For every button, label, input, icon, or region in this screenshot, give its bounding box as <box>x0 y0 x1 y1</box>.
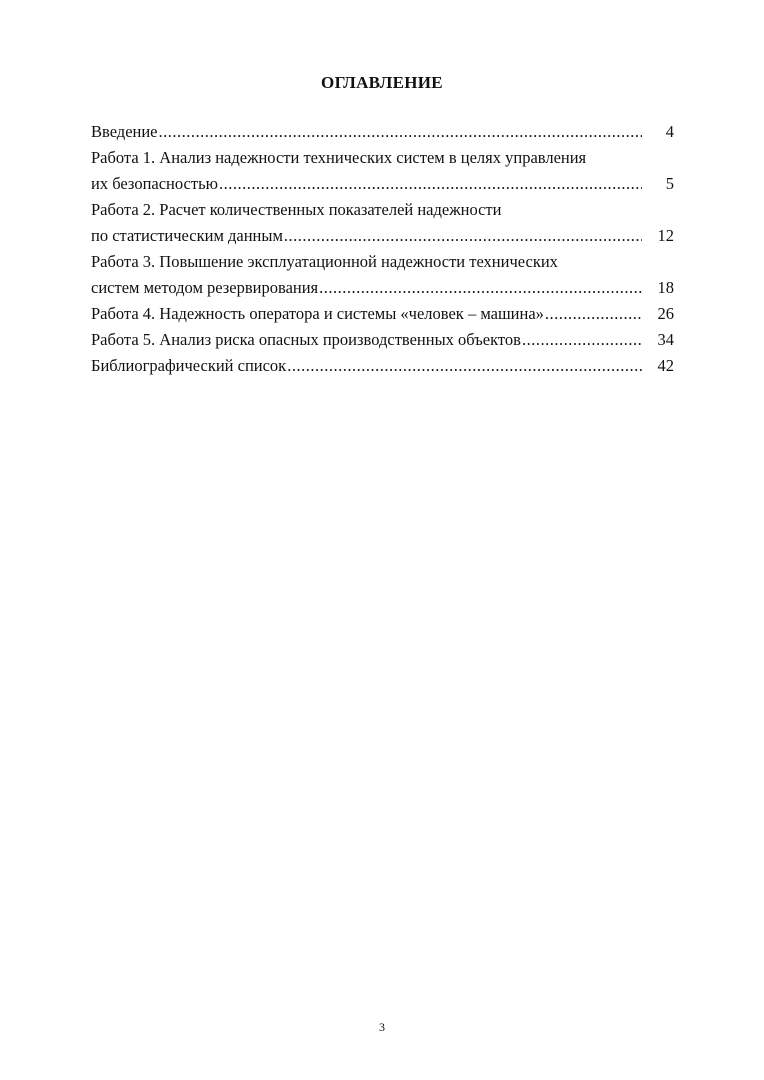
toc-entry-work-3[interactable] <box>91 249 674 301</box>
toc-entry-title: Работа 5. Анализ риска опасных производственных объектов <box>91 330 521 349</box>
toc-entry-title: Работа 1. Анализ надежности технических систем в целях управления <box>91 148 587 167</box>
toc-dot-leader <box>545 301 642 327</box>
table-of-contents <box>91 119 674 379</box>
page-title: ОГЛАВЛЕНИЕ <box>321 73 443 92</box>
toc-entry-introduction[interactable] <box>91 119 674 145</box>
toc-entry-title: Работа 3. Повышение эксплуатационной надежности технических <box>91 252 558 271</box>
toc-entry-title: Работа 4. Надежность оператора и системы «человек – машина» <box>91 304 544 323</box>
toc-entry-title: Библиографический список <box>91 356 287 375</box>
toc-entry-bibliography[interactable] <box>91 353 674 379</box>
toc-page-number: 5 <box>665 174 674 193</box>
toc-entry-title-continuation: по статистическим данным <box>91 226 283 245</box>
page-number: 3 <box>379 1020 385 1034</box>
toc-page-number: 12 <box>657 226 674 245</box>
toc-page-number: 4 <box>665 122 674 141</box>
toc-dot-leader <box>284 223 642 249</box>
toc-dot-leader <box>219 171 642 197</box>
toc-entry-title: Работа 2. Расчет количественных показателей надежности <box>91 200 502 219</box>
toc-entry-title-continuation: их безопасностью <box>91 174 218 193</box>
toc-dot-leader <box>319 275 642 301</box>
toc-entry-title-continuation: систем методом резервирования <box>91 278 319 297</box>
toc-entry-work-4[interactable] <box>91 301 674 327</box>
toc-entry-title: Введение <box>91 122 158 141</box>
toc-page-number: 18 <box>657 278 674 297</box>
toc-entry-work-5[interactable] <box>91 327 674 353</box>
toc-page-number: 34 <box>657 330 674 349</box>
toc-dot-leader <box>287 353 642 379</box>
toc-page-number: 26 <box>657 304 674 323</box>
toc-entry-work-2[interactable] <box>91 197 674 249</box>
toc-entry-work-1[interactable] <box>91 145 674 197</box>
toc-dot-leader <box>159 119 642 145</box>
toc-page-number: 42 <box>657 356 674 375</box>
toc-dot-leader <box>522 327 642 353</box>
